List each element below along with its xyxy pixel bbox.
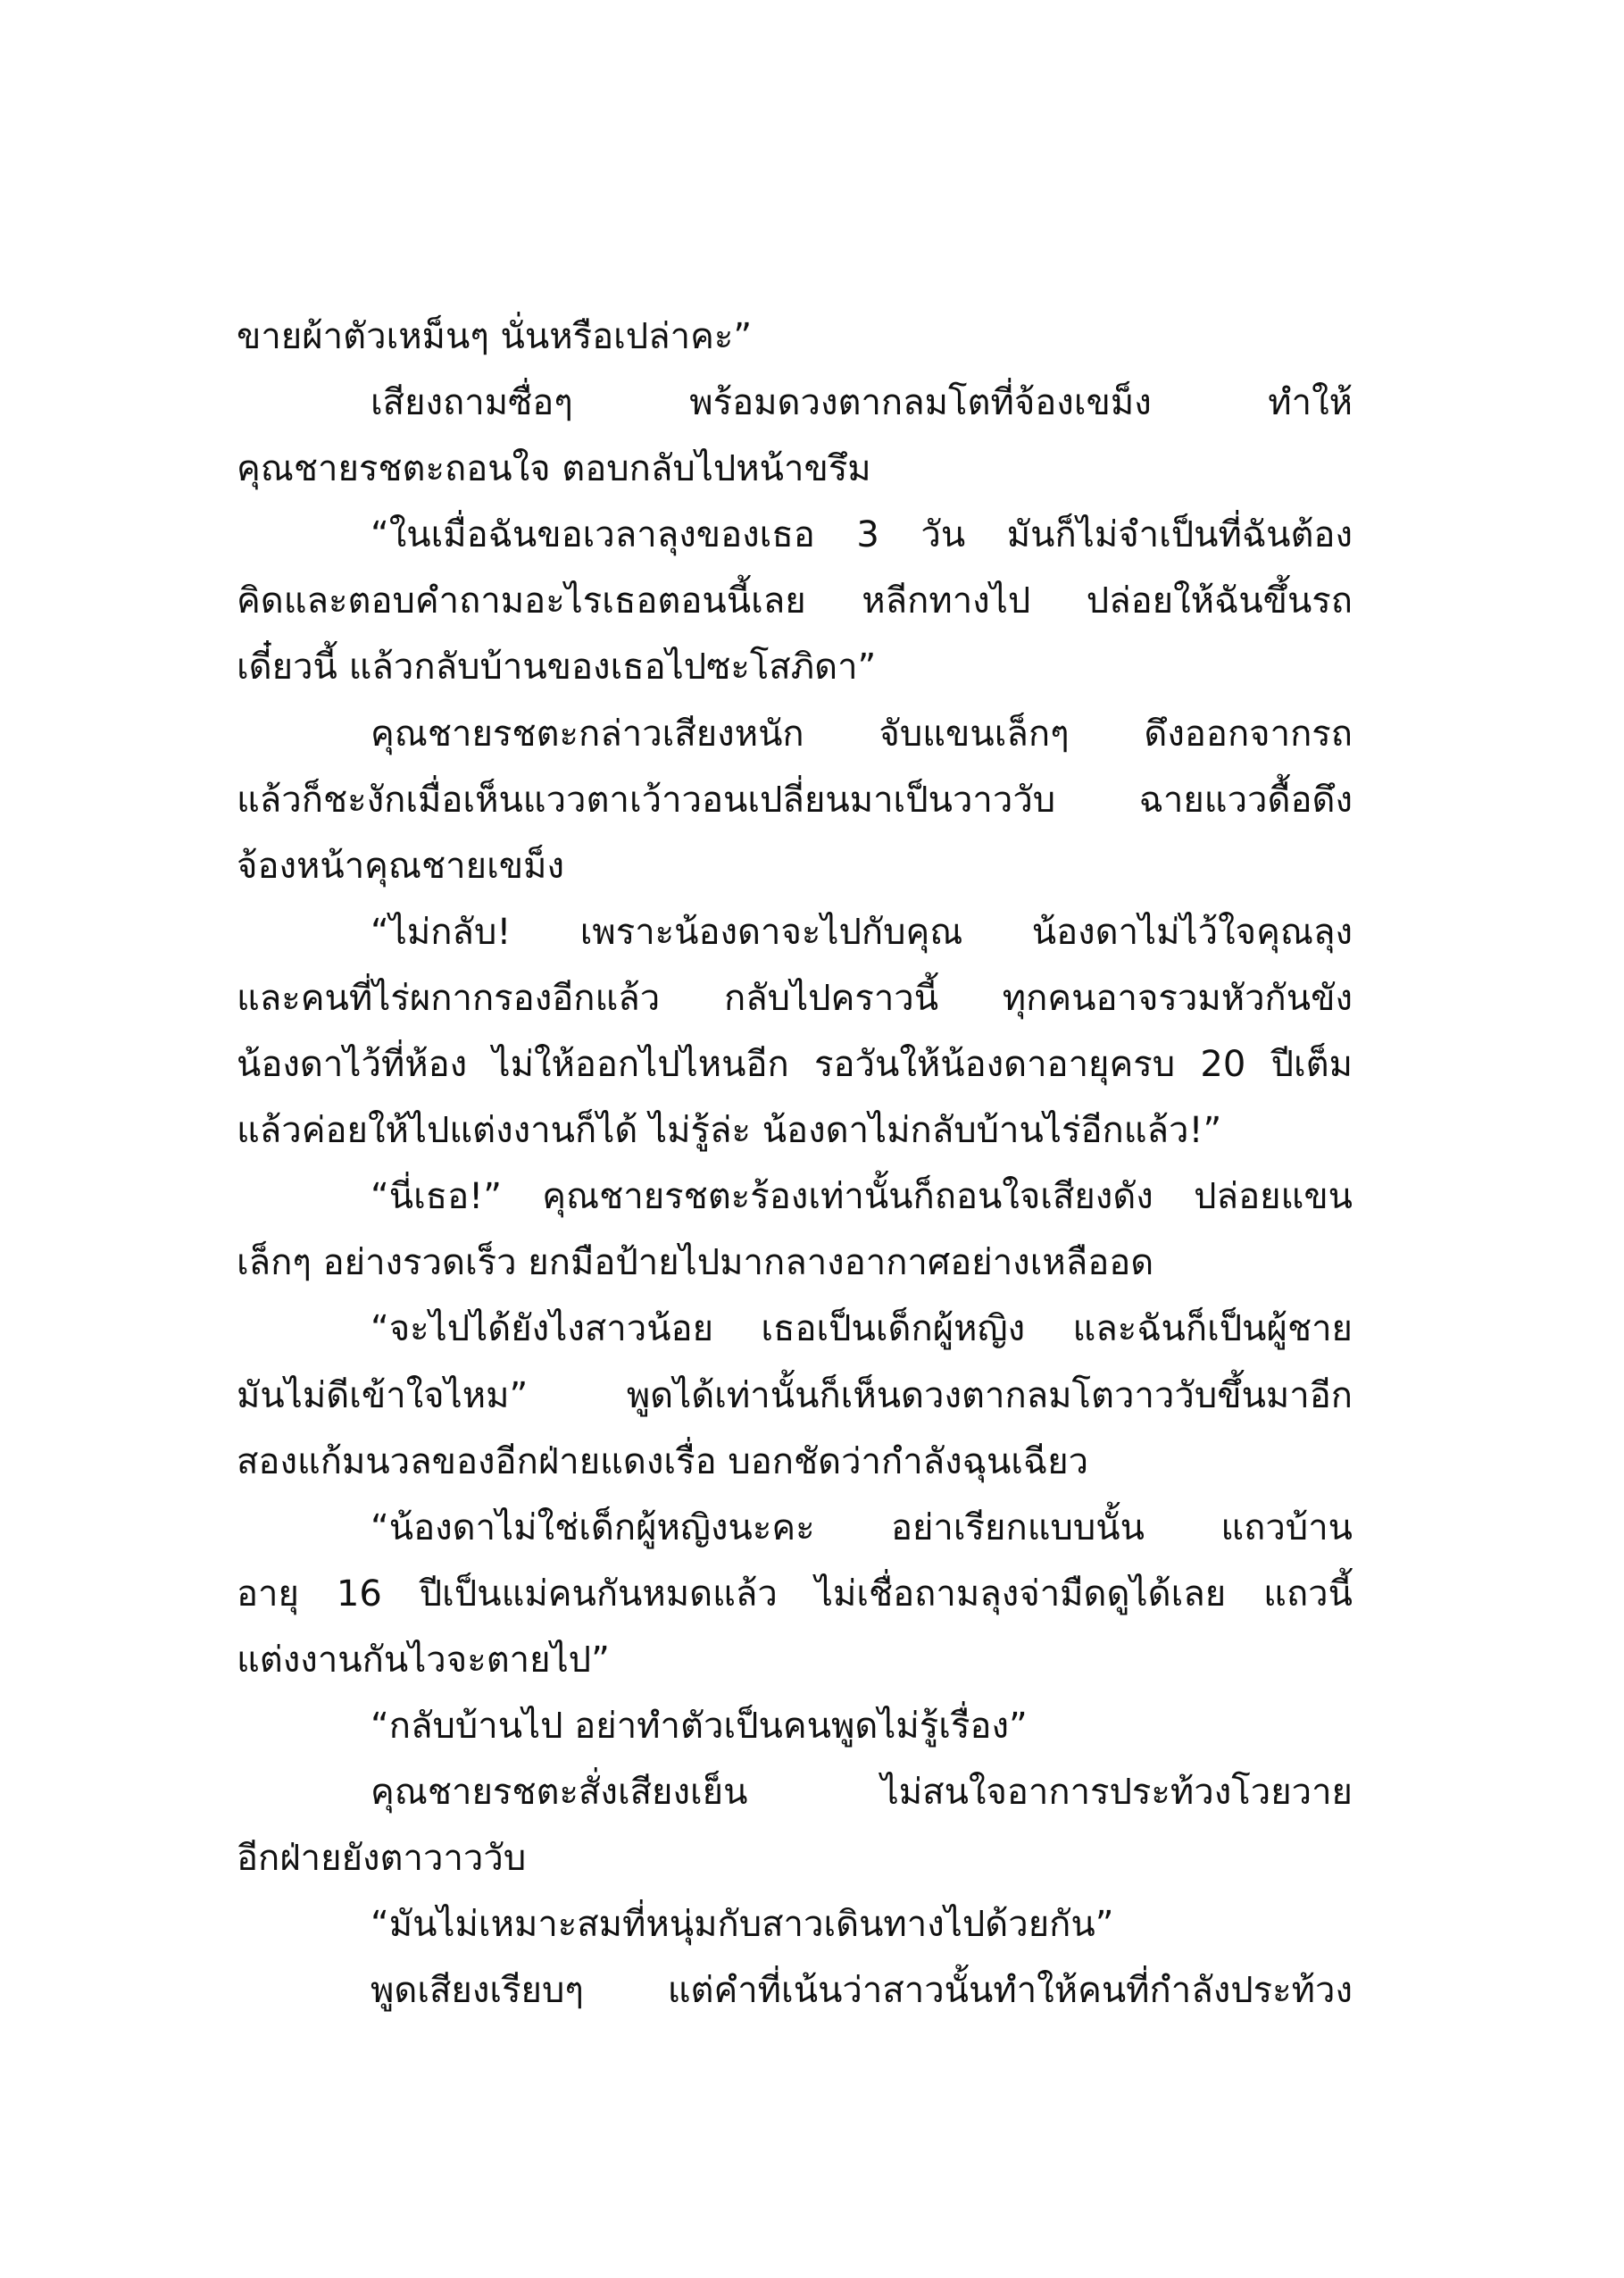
text-line: แต่งงานกันไวจะตายไป”: [237, 1639, 610, 1681]
text-line: คุณชายรชตะกล่าวเสียงหนัก จับแขนเล็กๆ ดึงออกจากรถ: [371, 713, 1353, 755]
text-line: “ในเมื่อฉันขอเวลาลุงของเธอ 3 วัน มันก็ไม่จำเป็นที่ฉันต้อง: [371, 514, 1353, 556]
text-line: เดี๋ยวนี้ แล้วกลับบ้านของเธอไปซะโสภิดา”: [237, 647, 877, 688]
text-line: “ไม่กลับ! เพราะน้องดาจะไปกับคุณ น้องดาไม่ไว้ใจคุณลุง: [371, 911, 1353, 953]
text-line: พูดเสียงเรียบๆ แต่คำที่เน้นว่าสาวนั้นทำให้คนที่กำลังประท้วง: [371, 1970, 1353, 2012]
text-line: อีกฝ่ายยังตาวาววับ: [237, 1838, 527, 1880]
text-line: เสียงถามซื่อๆ พร้อมดวงตากลมโตที่จ้องเขม็ง ทำให้: [371, 382, 1353, 424]
text-line: น้องดาไว้ที่ห้อง ไม่ให้ออกไปไหนอีก รอวันให้น้องดาอายุครบ 20 ปีเต็ม: [237, 1044, 1353, 1086]
text-line: ขายผ้าตัวเหม็นๆ นั่นหรือเปล่าคะ”: [237, 316, 753, 357]
text-line: “น้องดาไม่ใช่เด็กผู้หญิงนะคะ อย่าเรียกแบบนั้น แถวบ้าน: [371, 1506, 1353, 1548]
text-line: แล้วค่อยให้ไปแต่งงานก็ได้ ไม่รู้ล่ะ น้องดาไม่กลับบ้านไร่อีกแล้ว!”: [237, 1110, 1222, 1152]
text-line: อายุ 16 ปีเป็นแม่คนกันหมดแล้ว ไม่เชื่อถามลุงจ่ามืดดูได้เลย แถวนี้: [237, 1573, 1353, 1615]
text-line: คิดและตอบคำถามอะไรเธอตอนนี้เลย หลีกทางไป ปล่อยให้ฉันขึ้นรถ: [237, 580, 1353, 622]
text-line: “นี่เธอ!” คุณชายรชตะร้องเท่านั้นก็ถอนใจเสียงดัง ปล่อยแขน: [371, 1176, 1353, 1218]
text-line: “จะไปได้ยังไงสาวน้อย เธอเป็นเด็กผู้หญิง และฉันก็เป็นผู้ชาย: [371, 1308, 1353, 1350]
text-line: สองแก้มนวลของอีกฝ่ายแดงเรื่อ บอกชัดว่ากำลังฉุนเฉียว: [237, 1440, 1089, 1482]
text-line: และคนที่ไร่ผกากรองอีกแล้ว กลับไปคราวนี้ ทุกคนอาจรวมหัวกันขัง: [237, 977, 1353, 1019]
text-line: จ้องหน้าคุณชายเขม็ง: [237, 845, 564, 887]
text-line: แล้วก็ชะงักเมื่อเห็นแววตาเว้าวอนเปลี่ยนมาเป็นวาววับ ฉายแววดื้อดึง: [237, 779, 1353, 821]
text-line: คุณชายรชตะถอนใจ ตอบกลับไปหน้าขรึม: [237, 448, 871, 490]
body-text: [237, 304, 1353, 2023]
text-line: มันไม่ดีเข้าใจไหม” พูดได้เท่านั้นก็เห็นดวงตากลมโตวาววับขึ้นมาอีก: [237, 1374, 1353, 1416]
text-line: “มันไม่เหมาะสมที่หนุ่มกับสาวเดินทางไปด้วยกัน”: [371, 1904, 1114, 1946]
text-line: คุณชายรชตะสั่งเสียงเย็น ไม่สนใจอาการประท้วงโวยวาย: [371, 1772, 1353, 1814]
text-line: “กลับบ้านไป อย่าทำตัวเป็นคนพูดไม่รู้เรื่อง”: [371, 1705, 1028, 1747]
text-line: เล็กๆ อย่างรวดเร็ว ยกมือป้ายไปมากลางอากาศอย่างเหลืออด: [237, 1242, 1154, 1284]
